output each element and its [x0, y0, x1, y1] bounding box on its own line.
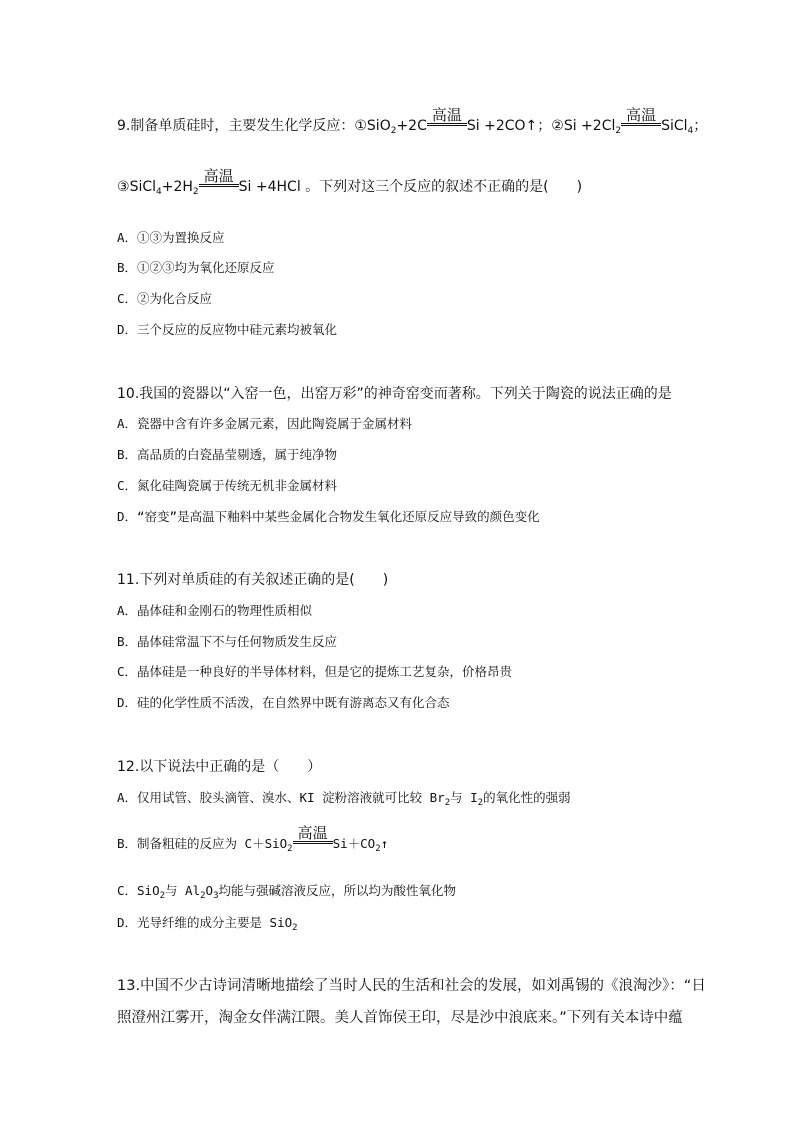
q9-option-b: B．①②③均为氧化还原反应 [117, 260, 275, 275]
q11-option-a: A．晶体硅和金刚石的物理性质相似 [117, 603, 313, 618]
q9-r1-products: Si +2CO↑；② [466, 118, 564, 134]
q13-stem-line-1: 13.中国不少古诗词清晰地描绘了当时人民的生活和社会的发展，如刘禹锡的《浪淘沙》：“日 [117, 978, 706, 994]
q10-option-c: C．氮化硅陶瓷属于传统无机非金属材料 [117, 478, 338, 493]
q10-stem: 10.我国的瓷器以“入窑一色，出窑万彩”的神奇窑变而著称。下列关于陶瓷的说法正确的是 [117, 386, 672, 402]
q11-option-d: D．硅的化学性质不活泼，在自然界中既有游离态又有化合态 [117, 695, 450, 710]
q9-option-c: C．②为化合反应 [117, 291, 213, 306]
q9-r2-reactants: $Si +2Cl_2$ [563, 118, 622, 136]
q9-r1-reactant-c: +2C [396, 118, 427, 134]
q9-reaction3-line [117, 167, 583, 202]
reaction-condition-high-temp: 高温 [621, 116, 661, 130]
q10-option-d: D．“窑变”是高温下釉料中某些金属化合物发生氧化还原反应导致的颜色变化 [117, 509, 540, 524]
q9-option-d: D．三个反应的反应物中硅元素均被氧化 [117, 322, 338, 337]
q12-stem: 12.以下说法中正确的是（ ） [117, 759, 322, 775]
q9-r3-products: Si +4HCl [238, 179, 301, 195]
reaction-condition-high-temp: 高温 [199, 177, 239, 191]
q9-r3-reactant-sicl4: SiCl$_4$ [129, 179, 162, 197]
q9-r1-reactant-sio2: SiO$_2$ [366, 118, 397, 136]
q10-option-b: B．高品质的白瓷晶莹剔透，属于纯净物 [117, 447, 338, 462]
q9-r3-marker: ③ [117, 179, 130, 195]
q9-stem-start: 9.制备单质硅时，主要发生化学反应：① [117, 118, 367, 134]
q12-option-c: C．SiO$_2$与 $Al_2O_3$均能与强碱溶液反应，所以均为酸性氧化物 [117, 883, 456, 901]
q12-option-a: A．仅用试管、胶头滴管、溴水、KI 淀粉溶液就可比较 $Br_2$与 $I_2$的氧化性的强弱 [117, 790, 571, 808]
q12-option-b: B．制备粗硅的反应为 C＋SiO$_2$ 高温 $Si+CO_2↑$ [117, 824, 389, 854]
q9-stem-end: 。下列对这三个反应的叙述不正确的是( ) [300, 179, 583, 195]
reaction-condition-high-temp: 高温 [293, 834, 333, 848]
q9-option-a: A．①③为置换反应 [117, 230, 225, 245]
q11-option-b: B．晶体硅常温下不与任何物质发生反应 [117, 634, 338, 649]
q11-stem: 11.下列对单质硅的有关叙述正确的是( ) [117, 572, 389, 588]
reaction-condition-high-temp: 高温 [427, 116, 467, 130]
q12-option-d: D．光导纤维的成分主要是 SiO$_2$ [117, 915, 298, 933]
q9-r2-product: SiCl$_4$ [661, 118, 694, 136]
q9-r2-end: ； [693, 118, 708, 134]
q9-r3-reactant-h2: $+2H_2$ [161, 179, 199, 197]
q9-reactions-line [117, 106, 708, 141]
q13-stem-line-2: 照澄州江雾开，淘金女伴满江隈。美人首饰侯王印，尽是沙中浪底来。”下列有关本诗中蕴 [117, 1010, 683, 1026]
q11-option-c: C．晶体硅是一种良好的半导体材料，但是它的提炼工艺复杂，价格昂贵 [117, 664, 513, 679]
q10-option-a: A．瓷器中含有许多金属元素，因此陶瓷属于金属材料 [117, 416, 413, 431]
